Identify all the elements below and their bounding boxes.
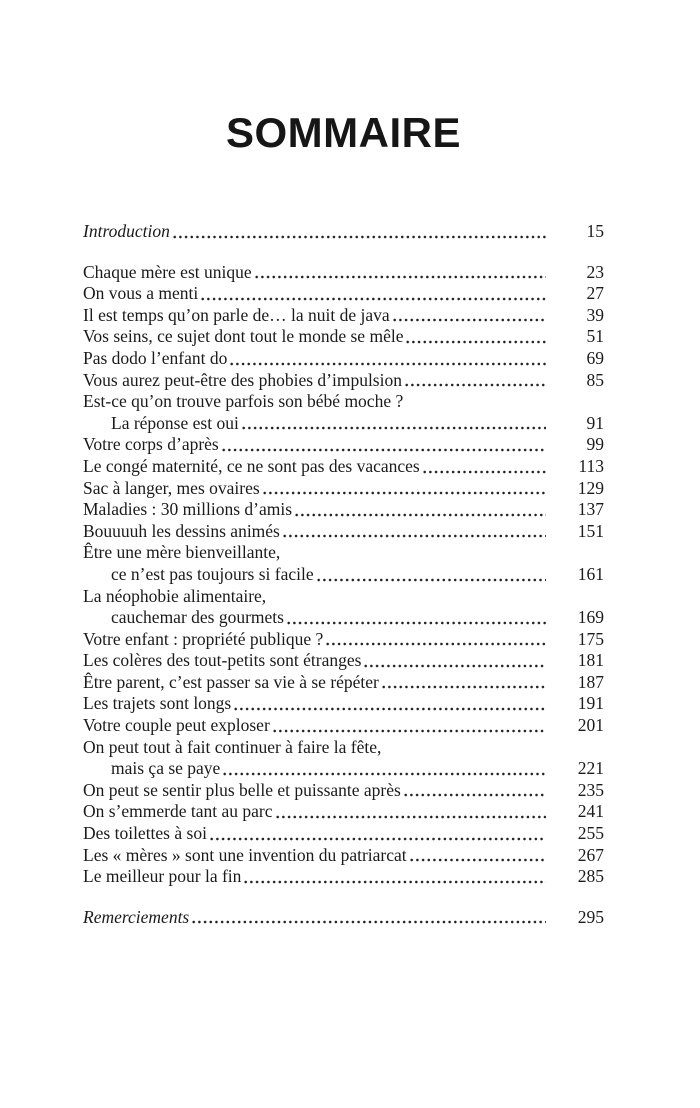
toc-entry-label: On vous a menti <box>83 283 199 304</box>
dot-leader <box>201 297 546 301</box>
toc-entry-label: Le congé maternité, ce ne sont pas des vacances <box>83 455 420 476</box>
toc-row <box>83 542 604 564</box>
toc-entry <box>83 715 604 737</box>
toc-entry <box>83 780 604 802</box>
toc-page-number: 27 <box>586 283 604 304</box>
toc-entry-label: Vous aurez peut-être des phobies d’impulsion <box>83 369 402 390</box>
toc-page-number: 191 <box>577 693 604 714</box>
toc-page-number: 113 <box>578 455 604 476</box>
toc-entry-label: Les « mères » sont une invention du patriarcat <box>83 844 407 865</box>
dot-leader <box>404 793 546 797</box>
toc-row <box>83 586 604 608</box>
toc-page-number: 91 <box>586 412 604 433</box>
toc-page-number: 255 <box>577 823 604 844</box>
dot-leader <box>263 491 546 495</box>
toc-page-number: 187 <box>577 671 604 692</box>
dot-leader <box>283 534 546 538</box>
toc-row <box>83 391 604 413</box>
toc-row <box>83 693 604 715</box>
toc-row <box>83 629 604 651</box>
toc-entry-label: Des toilettes à soi <box>83 823 207 844</box>
dot-leader <box>410 858 546 862</box>
toc-entry <box>83 629 604 651</box>
dot-leader <box>423 470 546 474</box>
dot-leader <box>255 275 546 279</box>
toc-entry <box>83 434 604 456</box>
toc-entry <box>83 672 604 694</box>
dot-leader <box>244 880 546 884</box>
toc-entry <box>83 221 604 243</box>
toc-row <box>83 456 604 478</box>
toc-entry <box>83 478 604 500</box>
toc-entry <box>83 499 604 521</box>
toc-page-number: 181 <box>577 650 604 671</box>
toc-entry-label: Votre couple peut exploser <box>83 715 270 736</box>
toc-entry <box>83 801 604 823</box>
toc-row <box>83 801 604 823</box>
dot-leader <box>382 685 546 689</box>
toc-page-number: 235 <box>577 779 604 800</box>
toc-page-number: 201 <box>577 715 604 736</box>
dot-leader <box>192 920 546 924</box>
toc-page-number: 161 <box>577 563 604 584</box>
toc-entry-label: Introduction <box>83 221 170 241</box>
toc-row <box>83 262 604 284</box>
toc-entry-label: La néophobie alimentaire, <box>83 585 267 606</box>
toc-row <box>83 564 604 586</box>
toc-row <box>83 823 604 845</box>
toc-row <box>83 221 604 243</box>
toc-entry <box>83 348 604 370</box>
toc-entry <box>83 866 604 888</box>
toc-row <box>83 907 604 929</box>
dot-leader <box>406 340 546 344</box>
dot-leader <box>273 729 546 733</box>
dot-leader <box>234 707 546 711</box>
table-of-contents <box>83 221 604 928</box>
toc-row <box>83 758 604 780</box>
dot-leader <box>230 362 546 366</box>
toc-entry-label: On peut tout à fait continuer à faire la fête, <box>83 736 382 757</box>
dot-leader <box>326 642 546 646</box>
toc-row <box>83 499 604 521</box>
toc-entry-label: Votre enfant : propriété publique ? <box>83 628 324 649</box>
toc-page-number: 241 <box>577 801 604 822</box>
toc-page-number: 23 <box>586 261 604 282</box>
toc-entry-label: Bouuuuh les dessins animés <box>83 520 280 541</box>
dot-leader <box>287 621 546 625</box>
toc-entry <box>83 737 604 780</box>
toc-entry-label: Chaque mère est unique <box>83 261 252 282</box>
toc-entry-label: La réponse est oui <box>111 412 239 433</box>
toc-entry-label: Il est temps qu’on parle de… la nuit de java <box>83 304 390 325</box>
toc-entry <box>83 391 604 434</box>
toc-entry-label: ce n’est pas toujours si facile <box>111 563 314 584</box>
toc-entry <box>83 693 604 715</box>
toc-page-number: 169 <box>577 607 604 628</box>
toc-entry-label: Maladies : 30 millions d’amis <box>83 499 293 520</box>
toc-row <box>83 348 604 370</box>
toc-page-number: 175 <box>577 628 604 649</box>
dot-leader <box>173 235 546 239</box>
toc-entry <box>83 326 604 348</box>
toc-entry-label: Être parent, c’est passer sa vie à se répéter <box>83 671 379 692</box>
dot-leader <box>405 383 546 387</box>
toc-entry <box>83 586 604 629</box>
toc-row <box>83 521 604 543</box>
toc-entry-label: mais ça se paye <box>111 758 221 779</box>
toc-row <box>83 326 604 348</box>
dot-leader <box>317 578 546 582</box>
toc-entry <box>83 370 604 392</box>
toc-row <box>83 845 604 867</box>
toc-row <box>83 672 604 694</box>
toc-entry <box>83 283 604 305</box>
toc-entry-label: Le meilleur pour la fin <box>83 866 242 887</box>
dot-leader <box>393 318 546 322</box>
toc-entry <box>83 542 604 585</box>
toc-entry-label: On s’emmerde tant au parc <box>83 801 273 822</box>
toc-page-number: 267 <box>577 844 604 865</box>
toc-entry-label: Les colères des tout-petits sont étranges <box>83 650 362 671</box>
toc-page-number: 137 <box>577 499 604 520</box>
toc-entry <box>83 305 604 327</box>
toc-entry <box>83 845 604 867</box>
toc-row <box>83 715 604 737</box>
toc-entry-label: Être une mère bienveillante, <box>83 542 281 563</box>
toc-page-number: 99 <box>586 434 604 455</box>
toc-entry <box>83 262 604 284</box>
toc-entry-label: cauchemar des gourmets <box>111 607 284 628</box>
toc-page-number: 51 <box>586 326 604 347</box>
toc-row <box>83 607 604 629</box>
dot-leader <box>276 815 546 819</box>
dot-leader <box>223 772 546 776</box>
toc-page-number: 85 <box>586 369 604 390</box>
toc-page-number: 129 <box>577 477 604 498</box>
dot-leader <box>295 513 546 517</box>
toc-entry-label: Est-ce qu’on trouve parfois son bébé moche ? <box>83 391 404 412</box>
toc-entry-label: Pas dodo l’enfant do <box>83 347 228 368</box>
toc-row <box>83 370 604 392</box>
toc-row <box>83 434 604 456</box>
toc-row <box>83 413 604 435</box>
toc-entry-label: Votre corps d’après <box>83 434 219 455</box>
toc-entry-label: Sac à langer, mes ovaires <box>83 477 260 498</box>
toc-entry <box>83 823 604 845</box>
page-title: SOMMAIRE <box>226 109 461 156</box>
dot-leader <box>210 837 546 841</box>
toc-entry <box>83 650 604 672</box>
toc-entry-label: Les trajets sont longs <box>83 693 232 714</box>
toc-entry-label: On peut se sentir plus belle et puissante après <box>83 779 401 800</box>
dot-leader <box>364 664 546 668</box>
toc-page-number: 285 <box>577 866 604 887</box>
toc-row <box>83 305 604 327</box>
toc-row <box>83 780 604 802</box>
toc-page-number: 221 <box>577 758 604 779</box>
toc-row <box>83 283 604 305</box>
dot-leader <box>242 426 546 430</box>
toc-page-number: 39 <box>586 304 604 325</box>
toc-row <box>83 478 604 500</box>
toc-entry <box>83 456 604 478</box>
toc-row <box>83 737 604 759</box>
toc-entry <box>83 521 604 543</box>
toc-page-number: 151 <box>577 520 604 541</box>
toc-entry <box>83 907 604 929</box>
toc-page-number: 15 <box>586 221 604 241</box>
toc-row <box>83 866 604 888</box>
toc-entry-label: Vos seins, ce sujet dont tout le monde se mêle <box>83 326 404 347</box>
dot-leader <box>222 448 546 452</box>
toc-page-number: 295 <box>577 906 604 927</box>
toc-entry-label: Remerciements <box>83 906 190 927</box>
toc-page-number: 69 <box>586 347 604 368</box>
toc-row <box>83 650 604 672</box>
